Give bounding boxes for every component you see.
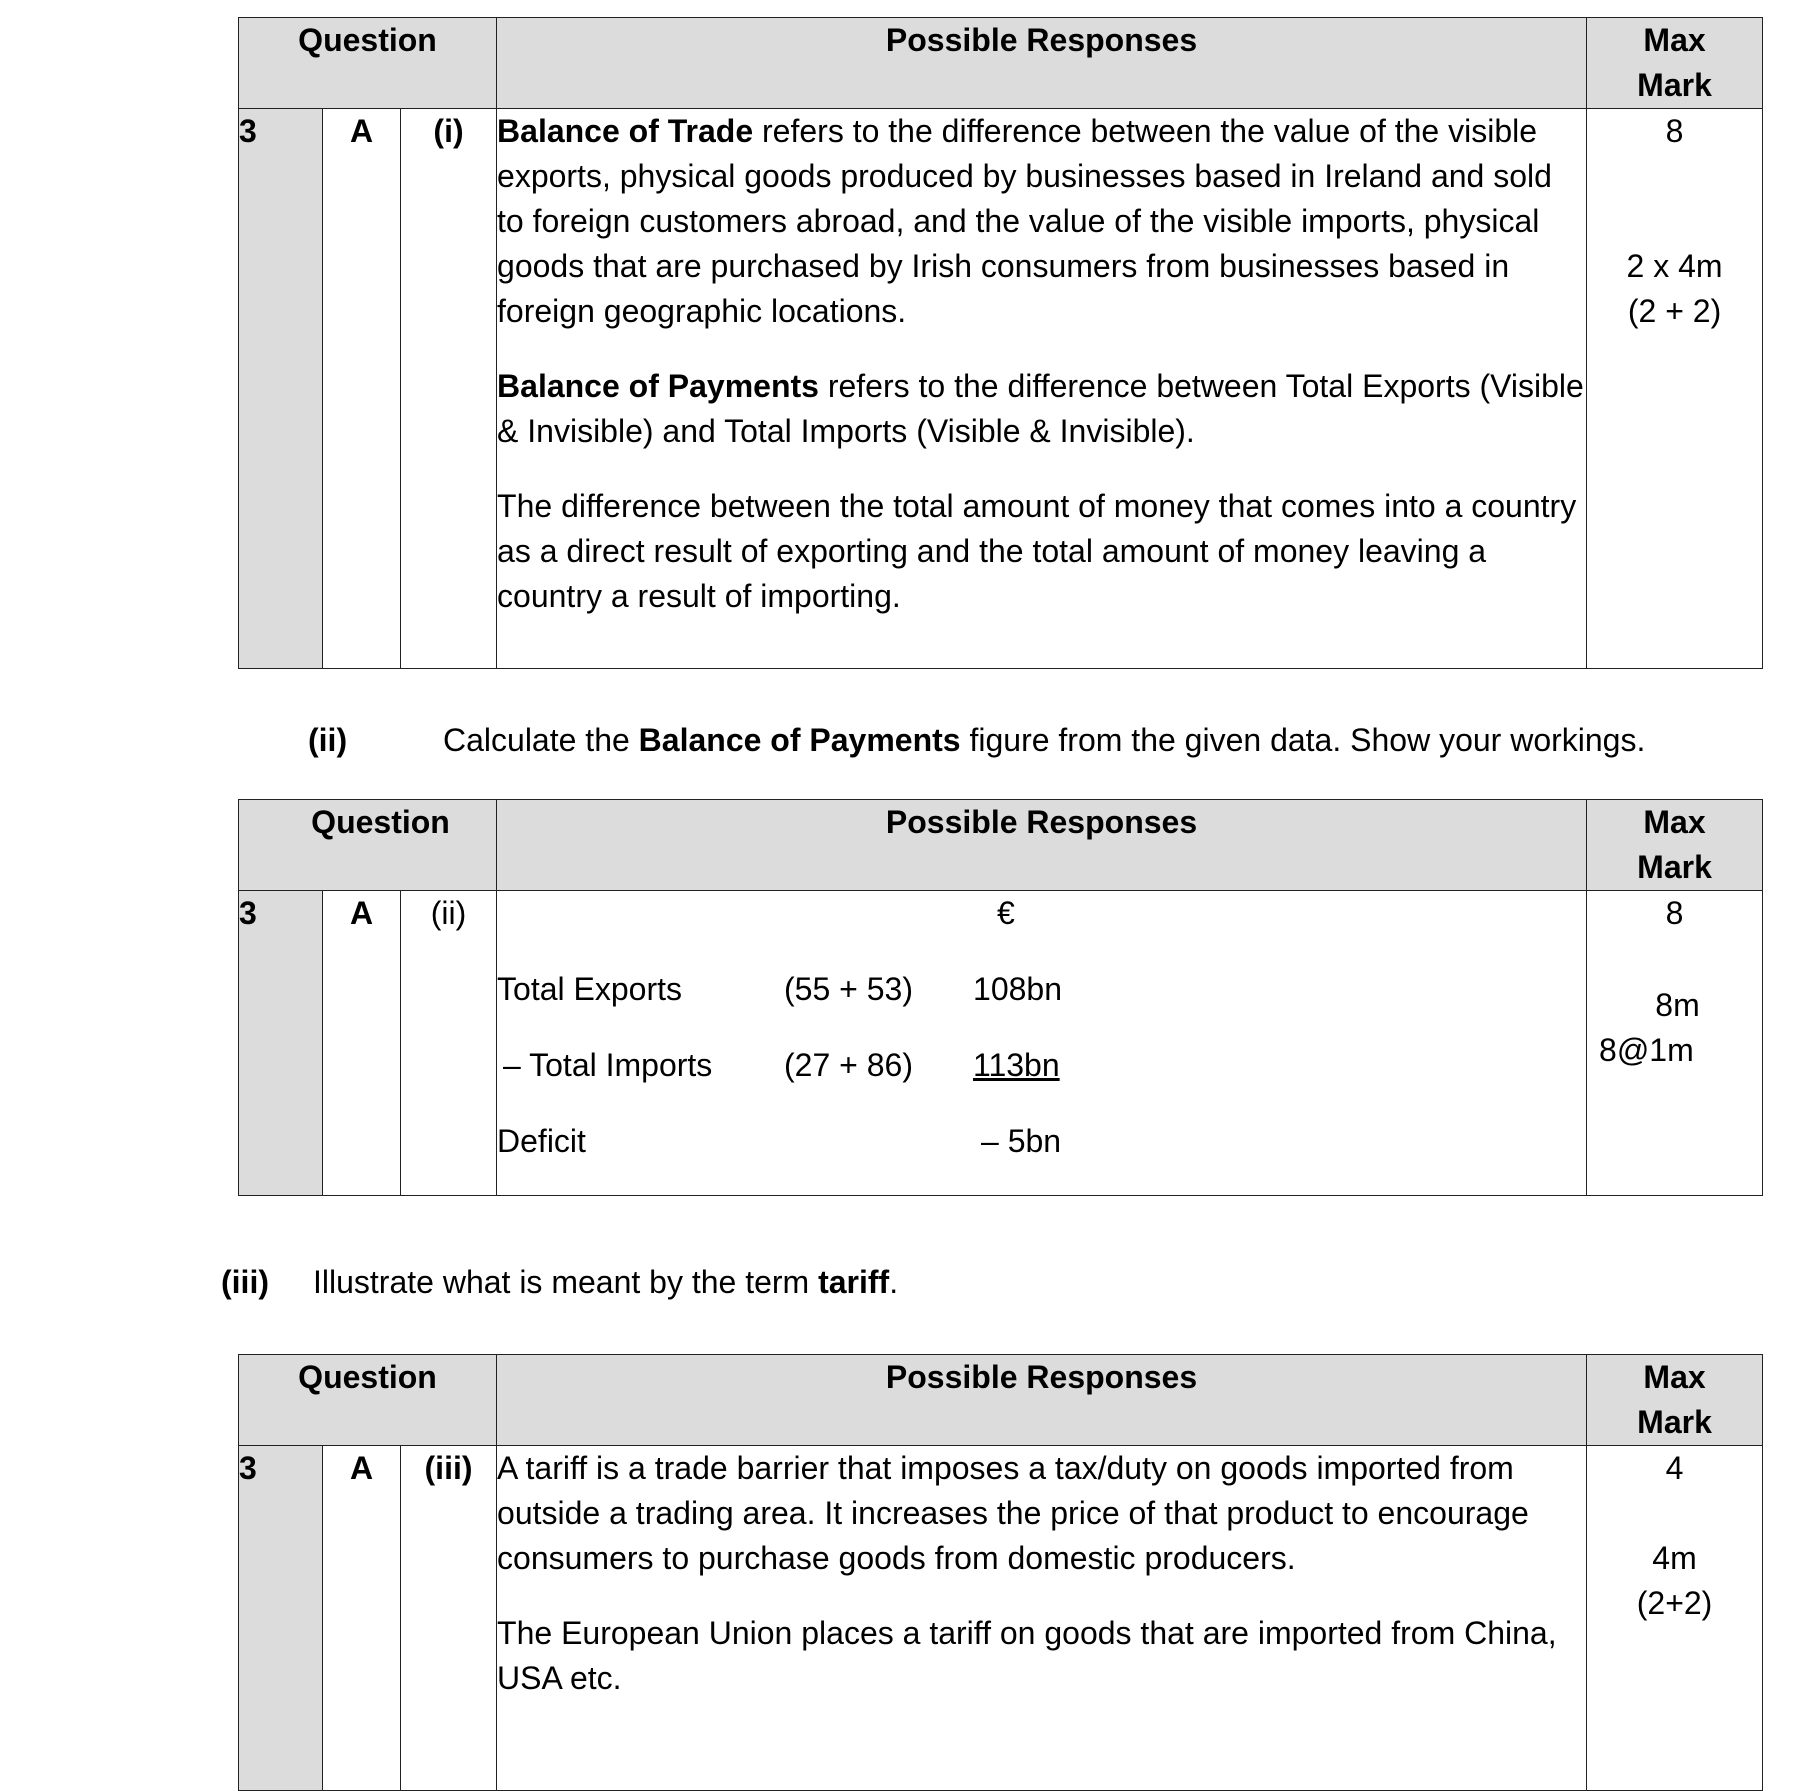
question-subpart: (i) <box>401 109 497 669</box>
marking-table-i <box>238 17 1763 669</box>
response-paragraph: A tariff is a trade barrier that imposes a tax/duty on goods imported from outside a trading area. It increases the price of that product to encourage consumers to purchase goods from domestic producers. <box>497 1450 1529 1576</box>
question-subpart: (iii) <box>401 1446 497 1791</box>
response-paragraph <box>497 109 1586 334</box>
sub-question-text: Illustrate what is meant by the term <box>313 1264 819 1300</box>
term-balance-of-trade: Balance of Trade <box>497 113 754 149</box>
deficit-label: Deficit <box>497 1123 586 1159</box>
table-row <box>239 891 1763 1196</box>
response-cell <box>497 109 1587 669</box>
total-exports-value: 108bn <box>973 971 1062 1007</box>
max-mark-header <box>1587 800 1763 891</box>
paragraph-text: refers to the difference between Total Exports (Visible & Invisible) and Total Imports (Visible & Invisible). <box>497 368 1584 449</box>
question-part: A <box>323 891 401 1196</box>
mark-breakdown-detail: (2 + 2) <box>1627 293 1722 329</box>
sub-question-term: tariff <box>818 1264 890 1300</box>
responses-header: Possible Responses <box>497 18 1587 109</box>
question-number: 3 <box>239 109 323 669</box>
mark-breakdown: 2 x 4m <box>1626 248 1723 284</box>
sub-question-ii-text <box>443 718 1645 763</box>
mark-breakdown-detail: 8@1m <box>1599 1032 1694 1068</box>
mark-breakdown-detail: (2+2) <box>1636 1585 1713 1621</box>
marking-table-ii <box>238 799 1763 1196</box>
sub-question-iii-text <box>313 1260 898 1305</box>
responses-header: Possible Responses <box>497 1355 1587 1446</box>
max-mark-header-line2: Mark <box>1637 849 1712 885</box>
max-mark-header-line2: Mark <box>1637 1404 1712 1440</box>
question-number: 3 <box>239 891 323 1196</box>
table-header-row <box>239 1355 1763 1446</box>
paragraph-text: refers to the difference between the value of the visible exports, physical goods produced by businesses based in Ireland and sold to foreign customers abroad, and the value of the visible imports, physical goods that are purchased by Irish consumers from businesses based in foreign geographic locations. <box>497 113 1552 329</box>
total-imports-value: 113bn <box>973 1047 1060 1083</box>
responses-header: Possible Responses <box>497 800 1587 891</box>
sub-question-text: Calculate the <box>443 722 639 758</box>
table-row <box>239 109 1763 669</box>
total-exports-label: Total Exports <box>497 971 682 1007</box>
mark-breakdown: 8m <box>1655 987 1700 1023</box>
term-balance-of-payments: Balance of Payments <box>497 368 819 404</box>
max-mark-value: 4 <box>1665 1450 1684 1486</box>
max-mark-header-line1: Max <box>1643 22 1706 58</box>
sub-question-label: (ii) <box>308 722 348 758</box>
mark-cell <box>1587 891 1763 1196</box>
question-part: A <box>323 1446 401 1791</box>
question-subpart: (ii) <box>401 891 497 1196</box>
sub-question-text-end: figure from the given data. Show your workings. <box>960 722 1646 758</box>
question-header: Question <box>239 1355 497 1446</box>
mark-breakdown: 4m <box>1652 1540 1697 1576</box>
max-mark-header-line1: Max <box>1643 804 1706 840</box>
response-paragraph <box>497 364 1586 454</box>
max-mark-header-line2: Mark <box>1637 67 1712 103</box>
max-mark-header-line1: Max <box>1643 1359 1706 1395</box>
sub-question-iii <box>221 1260 269 1305</box>
total-imports-label: – Total Imports <box>503 1047 713 1083</box>
total-imports-calc: (27 + 86) <box>784 1047 913 1083</box>
sub-question-term: Balance of Payments <box>638 722 961 758</box>
sub-question-label: (iii) <box>221 1264 269 1300</box>
mark-cell <box>1587 109 1763 669</box>
max-mark-header <box>1587 18 1763 109</box>
marking-table-iii <box>238 1354 1763 1791</box>
mark-cell <box>1587 1446 1763 1791</box>
response-paragraph: The difference between the total amount of money that comes into a country as a direct result of exporting and the total amount of money leaving a country a result of importing. <box>497 488 1577 614</box>
total-exports-calc: (55 + 53) <box>784 971 913 1007</box>
max-mark-value: 8 <box>1665 895 1684 931</box>
table-row <box>239 1446 1763 1791</box>
response-cell <box>497 891 1587 1196</box>
response-cell <box>497 1446 1587 1791</box>
question-header: Question <box>239 800 497 891</box>
sub-question-text-end: . <box>889 1264 899 1300</box>
response-paragraph: The European Union places a tariff on goods that are imported from China, USA etc. <box>497 1615 1557 1696</box>
calculation-workings <box>497 891 1586 1191</box>
table-header-row <box>239 18 1763 109</box>
question-part: A <box>323 109 401 669</box>
table-header-row <box>239 800 1763 891</box>
question-header: Question <box>239 18 497 109</box>
currency-symbol: € <box>997 895 1015 931</box>
max-mark-header <box>1587 1355 1763 1446</box>
deficit-value: – 5bn <box>981 1123 1062 1159</box>
max-mark-value: 8 <box>1665 113 1684 149</box>
sub-question-ii <box>308 718 347 763</box>
question-number: 3 <box>239 1446 323 1791</box>
